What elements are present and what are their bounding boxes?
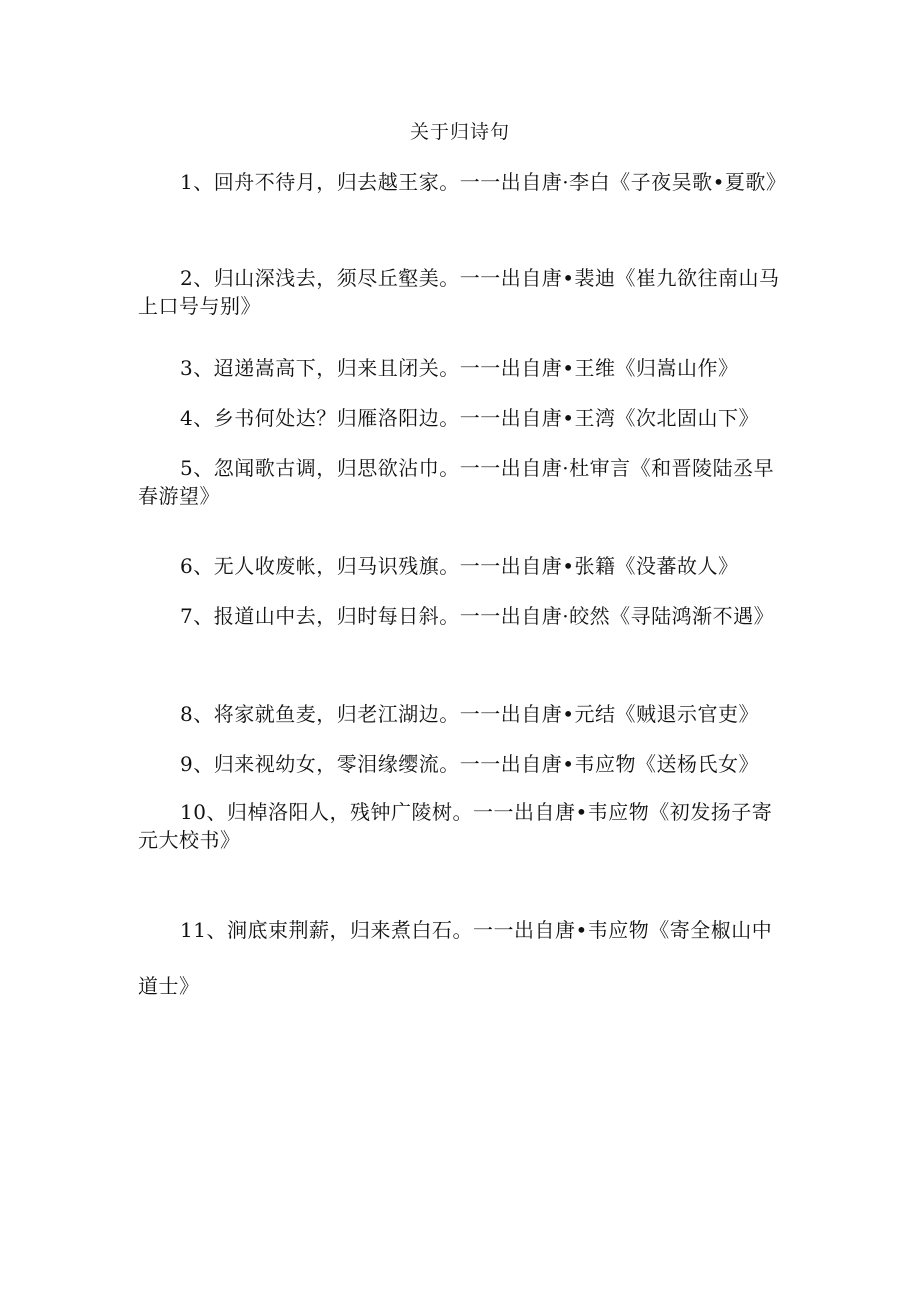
poem-entry-9: 9、归来视幼女，零泪缘缨流。一一出自唐•韦应物《送杨氏女》 <box>180 752 760 776</box>
poem-entry-4: 4、乡书何处达？归雁洛阳边。一一出自唐•王湾《次北固山下》 <box>180 406 760 430</box>
poem-entry-3: 3、迢递嵩高下，归来且闭关。一一出自唐•王维《归嵩山作》 <box>180 356 739 380</box>
poem-entry-1: 1、回舟不待月，归去越王家。一一出自唐·李白《子夜吴歌•夏歌》 <box>180 170 787 194</box>
poem-entry-6: 6、无人收废帐，归马识残旗。一一出自唐•张籍《没蕃故人》 <box>180 554 739 578</box>
poem-entry-11: 11、涧底束荆薪，归来煮白石。一一出自唐•韦应物《寄全椒山中道士》 <box>138 918 773 998</box>
poem-entry-5: 5、忽闻歌古调，归思欲沾巾。一一出自唐·杜审言《和晋陵陆丞早春游望》 <box>138 456 775 508</box>
poem-entry-2: 2、归山深浅去，须尽丘壑美。一一出自唐•裴迪《崔九欲往南山马上口号与别》 <box>138 266 780 318</box>
poem-entry-10: 10、归棹洛阳人，残钟广陵树。一一出自唐•韦应物《初发扬子寄元大校书》 <box>138 800 773 852</box>
page-title: 关于归诗句 <box>409 121 510 143</box>
poem-entry-8: 8、将家就鱼麦，归老江湖边。一一出自唐•元结《贼退示官吏》 <box>180 702 760 726</box>
poem-entry-7: 7、报道山中去，归时每日斜。一一出自唐·皎然《寻陆鸿渐不遇》 <box>180 604 775 628</box>
